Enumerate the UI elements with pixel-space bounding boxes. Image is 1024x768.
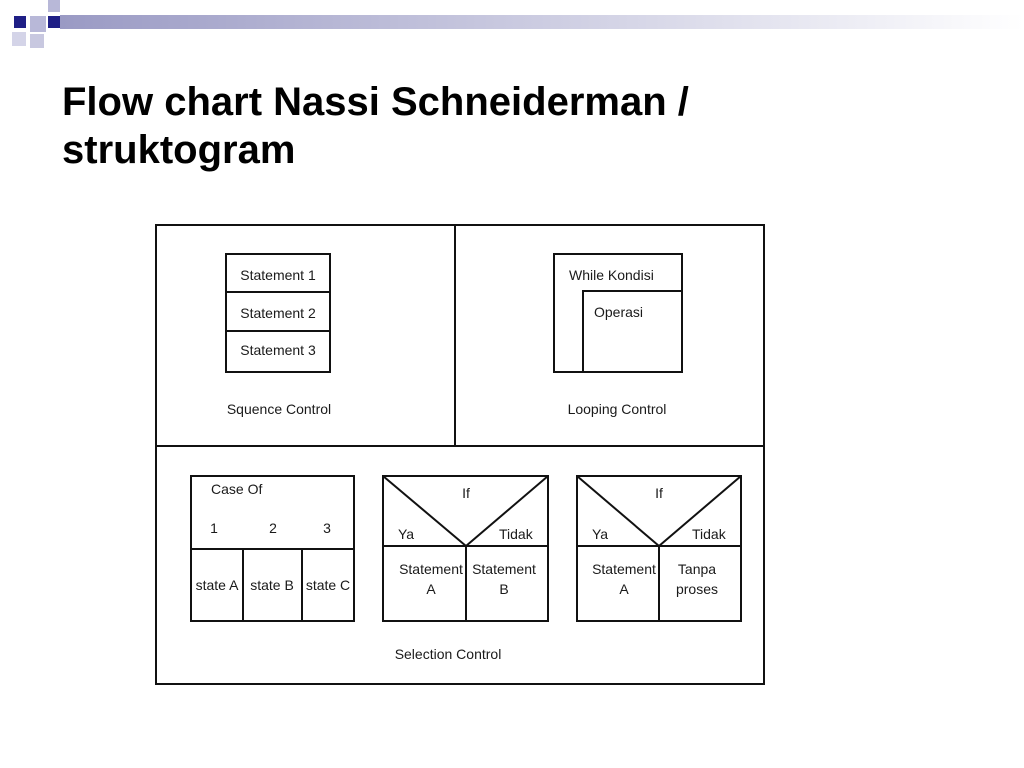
if-else-yes-line-2: A <box>426 581 436 597</box>
diagram-outer-frame <box>156 225 764 684</box>
if-only-no-label: Tidak <box>692 526 726 542</box>
if-else-yes-line-1: Statement <box>399 561 463 577</box>
if-else-yes-label: Ya <box>398 526 415 542</box>
case-of-state-c: state C <box>305 577 351 593</box>
sequence-statement-3: Statement 3 <box>240 342 316 358</box>
if-only-diagonal-left <box>577 476 659 546</box>
if-only-yes-label: Ya <box>592 526 609 542</box>
case-of-state-a: state A <box>195 577 239 593</box>
if-only-condition: If <box>655 485 663 501</box>
sequence-statement-2: Statement 2 <box>240 305 316 321</box>
looping-condition: While Kondisi <box>569 267 654 283</box>
if-only-no-line-2: proses <box>675 581 719 597</box>
if-else-condition: If <box>462 485 470 501</box>
case-of-number-2: 2 <box>269 520 277 536</box>
if-only-yes-line-1: Statement <box>592 561 656 577</box>
case-of-header: Case Of <box>211 481 263 497</box>
if-else-no-line-1: Statement <box>472 561 536 577</box>
looping-caption: Looping Control <box>567 401 667 417</box>
selection-caption: Selection Control <box>394 646 502 662</box>
if-else-diagonal-left <box>383 476 466 546</box>
sequence-caption: Squence Control <box>226 401 332 417</box>
case-of-number-3: 3 <box>323 520 331 536</box>
sequence-statement-1: Statement 1 <box>240 267 316 283</box>
if-only-yes-line-2: A <box>619 581 629 597</box>
looping-body: Operasi <box>594 304 644 320</box>
case-of-state-b: state B <box>250 577 294 593</box>
if-else-no-label: Tidak <box>499 526 533 542</box>
if-else-no-line-2: B <box>499 581 509 597</box>
if-only-no-line-1: Tanpa <box>677 561 717 577</box>
slide-title-line-1: Flow chart Nassi Schneiderman / <box>62 80 689 124</box>
slide-title-line-2: struktogram <box>62 128 296 172</box>
case-of-number-1: 1 <box>210 520 218 536</box>
